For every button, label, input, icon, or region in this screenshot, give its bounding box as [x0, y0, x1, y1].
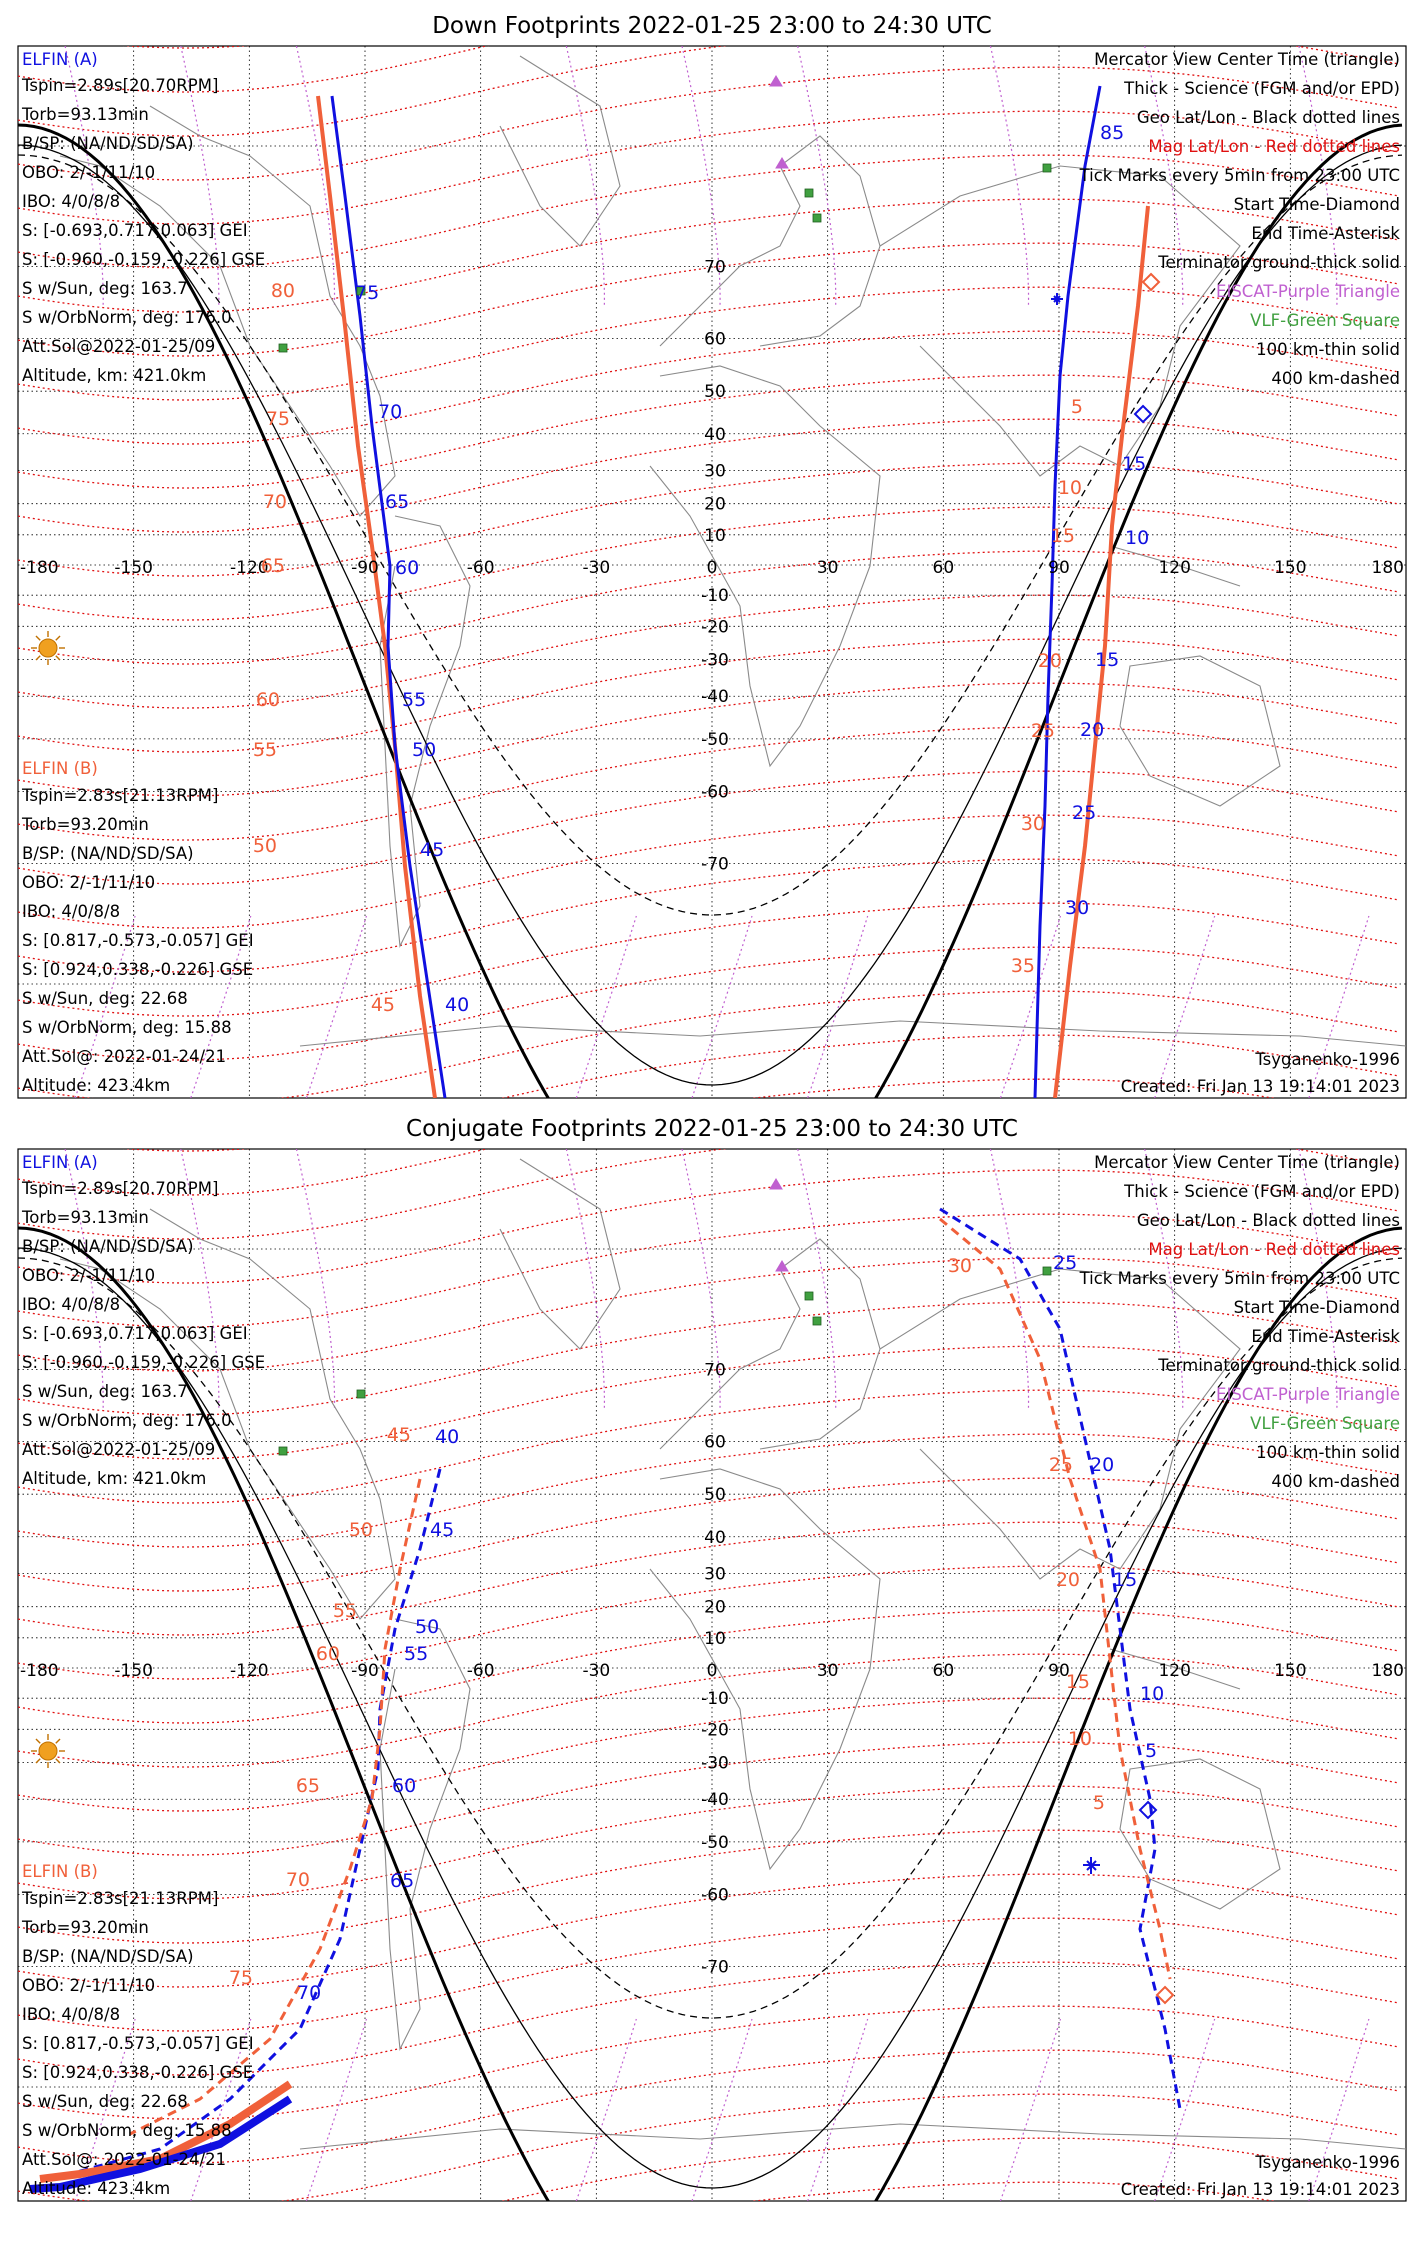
elfin-b-time-label: 80: [270, 280, 295, 302]
lon-tick-label: -120: [230, 558, 269, 578]
coastline: [660, 1239, 880, 1449]
lon-tick-label: -30: [582, 1661, 611, 1681]
elfin-b-time-label: 25: [1030, 720, 1055, 742]
elfin-b-line: Tspin=2.83s[21.13RPM]: [22, 1889, 219, 1908]
elfin-b-line: IBO: 4/0/8/8: [22, 902, 121, 921]
elfin-a-line: Tspin=2.89s[20.70RPM]: [22, 1179, 219, 1198]
elfin-b-time-label: 55: [252, 739, 277, 761]
legend-entry: End Time-Asterisk: [1251, 1327, 1400, 1346]
mag-meridian: [576, 2019, 636, 2201]
elfin-b-line: Tspin=2.83s[21.13RPM]: [22, 786, 219, 805]
coastline: [880, 166, 1240, 476]
lon-tick-label: -180: [20, 1661, 59, 1681]
lon-tick-label: 120: [1158, 558, 1191, 578]
legend-entry: Tick Marks every 5min from 23:00 UTC: [1079, 166, 1400, 185]
elfin-b-time-label: 5: [1092, 1792, 1105, 1814]
elfin-a-time-label: 70: [378, 401, 403, 423]
lat-tick-label: 30: [704, 1564, 726, 1585]
coastlines: [60, 56, 1406, 1046]
elfin-b-time-label: 30: [947, 1255, 972, 1277]
elfin-a-time-label: 65: [390, 1870, 415, 1892]
eiscat-triangle-icon: [776, 158, 788, 168]
elfin-b-line: Altitude: 423.4km: [22, 1076, 171, 1095]
legend-entry: Geo Lat/Lon - Black dotted lines: [1136, 108, 1400, 127]
elfin-b-time-label: 15: [1050, 525, 1075, 547]
legend-entry: 100 km-thin solid: [1256, 340, 1400, 359]
mag-meridian: [990, 1149, 1028, 1409]
lat-tick-label: 10: [704, 525, 726, 546]
lon-tick-label: 60: [932, 558, 955, 578]
elfin-b-line: B/SP: (NA/ND/SD/SA): [22, 1947, 194, 1966]
mag-meridian: [576, 916, 636, 1098]
elfin-b-time-label: 20: [1037, 650, 1062, 672]
elfin-b-time-label: 5: [1070, 396, 1083, 418]
elfin-a-time-label: 5: [1145, 1740, 1158, 1762]
mag-parallel: [18, 2226, 1398, 2250]
mag-meridian: [798, 46, 836, 306]
elfin-b-time-label: 45: [370, 994, 395, 1016]
elfin-a-line: S w/Sun, deg: 163.7: [22, 279, 188, 298]
time-labels: [253, 122, 1149, 1016]
elfin-b-line: S w/Sun, deg: 22.68: [22, 989, 188, 1008]
lat-tick-label: -10: [701, 586, 729, 607]
start-diamond-icon: [1140, 1802, 1156, 1818]
elfin-a-line: IBO: 4/0/8/8: [22, 1295, 121, 1314]
lat-tick-label: 70: [704, 257, 726, 278]
elfin-b-line: S: [0.924,0.338,-0.226] GSE: [22, 2063, 254, 2082]
model-label: Tsyganenko-1996: [1255, 1050, 1400, 1069]
lat-tick-label: 20: [704, 494, 726, 515]
lat-tick-label: 50: [704, 382, 726, 403]
lon-tick-label: -90: [351, 1661, 379, 1681]
legend-entry: Mag Lat/Lon - Red dotted lines: [1148, 137, 1400, 156]
mag-meridian: [808, 916, 868, 1098]
lat-tick-label: -30: [701, 650, 729, 671]
vlf-square-icon: [1043, 164, 1051, 172]
sun-ray: [36, 636, 40, 640]
lon-tick-label: -90: [351, 558, 379, 578]
eiscat-triangle-icon: [770, 1179, 782, 1189]
elfin-a-time-label: 60: [392, 1775, 417, 1797]
footprint-tracks: [318, 86, 1148, 1098]
created-label: Created: Fri Jan 13 19:14:01 2023: [1120, 1077, 1400, 1096]
elfin-b-time-label: 50: [252, 835, 277, 857]
lat-tick-label: 60: [704, 1432, 726, 1453]
mag-parallel: [18, 0, 1398, 4]
panel-title: Down Footprints 2022-01-25 23:00 to 24:30 UTC: [432, 13, 992, 39]
lon-tick-label: -150: [114, 1661, 153, 1681]
elfin-b-time-label: 60: [255, 689, 280, 711]
legend-entry: VLF-Green Square: [1250, 1414, 1400, 1433]
sun-icon: [39, 1742, 57, 1760]
elfin-a-line: S: [-0.693,0.717,0.063] GEI: [22, 1324, 248, 1343]
elfin-b-line: Att.Sol@: 2022-01-24/21: [22, 2150, 227, 2169]
lat-tick-label: 50: [704, 1485, 726, 1506]
lon-tick-label: 150: [1274, 558, 1307, 578]
elfin-a-time-label: 55: [404, 1643, 429, 1665]
time-labels: [229, 1252, 1164, 2004]
created-label: Created: Fri Jan 13 19:14:01 2023: [1120, 2180, 1400, 2199]
lat-tick-label: -10: [701, 1689, 729, 1710]
elfin-b-time-label: 70: [285, 1869, 310, 1891]
elfin-a-time-label: 45: [420, 839, 445, 861]
legend-entry: Thick - Science (FGM and/or EPD): [1124, 79, 1400, 98]
elfin-a-line: S w/Sun, deg: 163.7: [22, 1382, 188, 1401]
sun-ray: [56, 1739, 60, 1743]
legend-entry: EISCAT-Purple Triangle: [1216, 1385, 1400, 1404]
coastline: [660, 136, 880, 346]
elfin-b-time-label: 55: [332, 1600, 357, 1622]
lat-tick-label: 40: [704, 424, 726, 445]
lat-tick-label: -20: [701, 1720, 729, 1741]
elfin-a-line: OBO: 2/-1/11/10: [22, 163, 156, 182]
elfin-b-time-label: 10: [1067, 1728, 1092, 1750]
legend-entry: Mercator View Center Time (triangle): [1094, 1153, 1400, 1172]
lat-tick-label: -20: [701, 617, 729, 638]
lat-tick-label: -40: [701, 687, 729, 708]
elfin-a-line: OBO: 2/-1/11/10: [22, 1266, 156, 1285]
elfin-a-time-label: 75: [355, 282, 380, 304]
vlf-square-icon: [813, 214, 821, 222]
elfin-a-time-label: 30: [1065, 897, 1090, 919]
elfin-b-time-label: 30: [1020, 813, 1045, 835]
elfin-b-time-label: 75: [265, 408, 290, 430]
elfin-a-time-label: 15: [1113, 1569, 1138, 1591]
elfin-a-line: Att.Sol@2022-01-25/09: [22, 1440, 216, 1459]
elfin-b-time-label: 60: [315, 1643, 340, 1665]
lon-tick-label: 30: [816, 558, 839, 578]
elfin-a-time-label: 20: [1090, 1454, 1115, 1476]
vlf-square-icon: [805, 1292, 813, 1300]
elfin-a-time-label: 60: [395, 557, 420, 579]
lat-tick-label: -60: [701, 782, 729, 803]
elfin-b-time-label: 75: [228, 1967, 253, 1989]
legend-entry: 400 km-dashed: [1271, 369, 1400, 388]
coastline: [650, 366, 880, 766]
sun-ray: [56, 1759, 60, 1763]
elfin-b-line: S w/Sun, deg: 22.68: [22, 2092, 188, 2111]
end-asterisk-icon: [1083, 1857, 1100, 1874]
mag-meridian: [1155, 2019, 1215, 2201]
elfin-b-line: Torb=93.20min: [22, 815, 149, 834]
lat-tick-label: 40: [704, 1527, 726, 1548]
elfin-a-time-label: 40: [435, 1426, 460, 1448]
elfin-b-line: Altitude: 423.4km: [22, 2179, 171, 2198]
elfin-a-track: [1035, 86, 1100, 1098]
elfin-a-track: [332, 96, 445, 1098]
eiscat-triangle-icon: [776, 1261, 788, 1271]
lat-tick-label: -30: [701, 1753, 729, 1774]
elfin-a-line: Torb=93.13min: [22, 1208, 149, 1227]
legend-entry: 400 km-dashed: [1271, 1472, 1400, 1491]
lon-tick-label: 0: [706, 1661, 718, 1681]
sun-ray: [36, 1739, 40, 1743]
coastlines: [60, 1159, 1406, 2149]
elfin-a-line: Att.Sol@2022-01-25/09: [22, 337, 216, 356]
elfin-a-line: Altitude, km: 421.0km: [22, 366, 207, 385]
lat-tick-label: -40: [701, 1790, 729, 1811]
mag-meridian: [306, 2019, 366, 2201]
legend-entry: Thick - Science (FGM and/or EPD): [1124, 1182, 1400, 1201]
elfin-b-time-label: 45: [386, 1424, 411, 1446]
lat-tick-label: -60: [701, 1885, 729, 1906]
mag-meridian: [1155, 916, 1215, 1098]
coastline: [1110, 1649, 1280, 1909]
elfin-b-line: S: [0.817,-0.573,-0.057] GEI: [22, 931, 254, 950]
elfin-a-line: Torb=93.13min: [22, 105, 149, 124]
coastline: [300, 2124, 1406, 2149]
coastline: [500, 1159, 620, 1349]
lat-tick-label: -70: [701, 1957, 729, 1978]
legend-entry: Start Time-Diamond: [1233, 1298, 1400, 1317]
panel-title: Conjugate Footprints 2022-01-25 23:00 to 24:30 UTC: [406, 1116, 1018, 1142]
lon-tick-label: 90: [1048, 1661, 1070, 1681]
legend-entry: VLF-Green Square: [1250, 311, 1400, 330]
elfin-b-line: S w/OrbNorm, deg: 15.88: [22, 2121, 232, 2140]
legend-entry: Terminator ground-thick solid: [1158, 1356, 1400, 1375]
coastline: [880, 1269, 1240, 1579]
lon-tick-label: -30: [582, 558, 611, 578]
lon-tick-label: 90: [1048, 558, 1070, 578]
end-asterisk-icon: [1051, 293, 1063, 305]
elfin-b-time-label: 35: [1010, 955, 1035, 977]
mag-parallel: [18, 1962, 1398, 2075]
coastline: [1110, 546, 1280, 806]
lat-tick-label: -50: [701, 729, 729, 750]
lon-tick-label: -120: [230, 1661, 269, 1681]
sun-icon: [31, 631, 65, 665]
coastline: [380, 1619, 470, 2049]
sun-icon: [39, 639, 57, 657]
elfin-b-title: ELFIN (B): [22, 759, 98, 778]
legend: [1079, 1153, 1401, 1491]
elfin-a-time-label: 20: [1080, 719, 1105, 741]
elfin-a-time-label: 25: [1072, 802, 1097, 824]
lon-tick-label: 60: [932, 1661, 955, 1681]
lon-tick-label: -150: [114, 558, 153, 578]
mag-meridian: [1309, 916, 1369, 1098]
lat-tick-label: 30: [704, 461, 726, 482]
mag-parallel: [18, 859, 1398, 972]
vlf-square-icon: [279, 344, 287, 352]
lon-tick-label: 180: [1371, 1661, 1404, 1681]
elfin-b-time-label: 65: [295, 1775, 320, 1797]
mag-meridian: [808, 2019, 868, 2201]
elfin-b-time-label: 25: [1048, 1454, 1073, 1476]
lon-tick-label: 120: [1158, 1661, 1191, 1681]
mag-meridian: [990, 46, 1028, 306]
coastline: [500, 56, 620, 246]
legend-entry: Mag Lat/Lon - Red dotted lines: [1148, 1240, 1400, 1259]
elfin-b-line: Att.Sol@: 2022-01-24/21: [22, 1047, 227, 1066]
elfin-a-time-label: 10: [1125, 527, 1150, 549]
elfin-a-line: S w/OrbNorm, deg: 176.0: [22, 1411, 232, 1430]
sun-ray: [56, 656, 60, 660]
model-label: Tsyganenko-1996: [1255, 2153, 1400, 2172]
elfin-a-line: Tspin=2.89s[20.70RPM]: [22, 76, 219, 95]
mag-meridian: [1000, 2019, 1060, 2201]
lon-tick-label: -180: [20, 558, 59, 578]
legend-entry: Mercator View Center Time (triangle): [1094, 50, 1400, 69]
elfin-a-line: S: [-0.693,0.717,0.063] GEI: [22, 221, 248, 240]
eiscat-triangle-icon: [770, 76, 782, 86]
sun-icon: [31, 1734, 65, 1768]
legend-entry: 100 km-thin solid: [1256, 1443, 1400, 1462]
elfin-a-time-label: 65: [385, 491, 410, 513]
legend-entry: Tick Marks every 5min from 23:00 UTC: [1079, 1269, 1400, 1288]
elfin-a-time-label: 70: [297, 1982, 322, 2004]
elfin-b-line: OBO: 2/-1/11/10: [22, 873, 156, 892]
mag-meridian: [692, 916, 752, 1098]
elfin-b-line: B/SP: (NA/ND/SD/SA): [22, 844, 194, 863]
lon-tick-label: 150: [1274, 1661, 1307, 1681]
lon-tick-label: 180: [1371, 558, 1404, 578]
elfin-b-time-label: 50: [348, 1519, 373, 1541]
elfin-b-line: S w/OrbNorm, deg: 15.88: [22, 1018, 232, 1037]
coastline: [300, 1021, 1406, 1046]
elfin-a-time-label: 15: [1095, 649, 1120, 671]
vlf-square-icon: [279, 1447, 287, 1455]
sun-ray: [36, 656, 40, 660]
elfin-a-time-label: 40: [445, 994, 470, 1016]
lon-tick-label: 30: [816, 1661, 839, 1681]
conjugate-footprints-panel: [18, 994, 1406, 2250]
mag-meridian: [306, 916, 366, 1098]
elfin-a-title: ELFIN (A): [22, 50, 98, 69]
elfin-a-time-label: 15: [1122, 453, 1147, 475]
lon-tick-label: -60: [466, 1661, 495, 1681]
vlf-square-icon: [1043, 1267, 1051, 1275]
elfin-a-line: S: [-0.960,-0.159,-0.226] GSE: [22, 250, 266, 269]
legend-entry: End Time-Asterisk: [1251, 224, 1400, 243]
start-diamond-icon: [1143, 274, 1159, 290]
mag-meridian: [692, 2019, 752, 2201]
elfin-a-time-label: 55: [402, 689, 427, 711]
elfin-a-time-label: 45: [430, 1519, 455, 1541]
start-diamond-icon: [1135, 406, 1151, 422]
legend-entry: Geo Lat/Lon - Black dotted lines: [1136, 1211, 1400, 1230]
legend-entry: EISCAT-Purple Triangle: [1216, 282, 1400, 301]
elfin-a-title: ELFIN (A): [22, 1153, 98, 1172]
elfin-a-time-label: 50: [415, 1616, 440, 1638]
lon-tick-label: 0: [706, 558, 718, 578]
elfin-b-time-label: 65: [260, 555, 285, 577]
elfin-b-line: IBO: 4/0/8/8: [22, 2005, 121, 2024]
elfin-a-line: B/SP: (NA/ND/SD/SA): [22, 134, 194, 153]
mag-meridian: [566, 46, 604, 306]
elfin-b-time-label: 70: [262, 491, 287, 513]
mag-meridian: [296, 1149, 334, 1409]
vlf-square-icon: [805, 189, 813, 197]
lat-tick-label: 20: [704, 1597, 726, 1618]
elfin-b-title: ELFIN (B): [22, 1862, 98, 1881]
elfin-a-time-label: 10: [1140, 1683, 1165, 1705]
elfin-a-line: S w/OrbNorm, deg: 176.0: [22, 308, 232, 327]
vlf-square-icon: [813, 1317, 821, 1325]
mag-meridian: [1309, 2019, 1369, 2201]
mag-meridian: [1000, 916, 1060, 1098]
sun-ray: [36, 1759, 40, 1763]
elfin-b-time-label: 10: [1057, 477, 1082, 499]
lat-tick-label: -50: [701, 1832, 729, 1853]
lat-tick-label: -70: [701, 854, 729, 875]
coastline: [650, 1469, 880, 1869]
elfin-b-line: OBO: 2/-1/11/10: [22, 1976, 156, 1995]
legend: [1079, 50, 1401, 388]
legend-entry: Start Time-Diamond: [1233, 195, 1400, 214]
vlf-square-icon: [357, 1390, 365, 1398]
elfin-a-line: S: [-0.960,-0.159,-0.226] GSE: [22, 1353, 266, 1372]
lat-tick-label: 10: [704, 1628, 726, 1649]
elfin-b-line: S: [0.924,0.338,-0.226] GSE: [22, 960, 254, 979]
elfin-b-line: Torb=93.20min: [22, 1918, 149, 1937]
mag-meridian: [566, 1149, 604, 1409]
elfin-a-line: Altitude, km: 421.0km: [22, 1469, 207, 1488]
elfin-a-time-label: 85: [1100, 122, 1125, 144]
lat-tick-label: 60: [704, 329, 726, 350]
legend-entry: Terminator ground-thick solid: [1158, 253, 1400, 272]
mag-meridian: [798, 1149, 836, 1409]
elfin-a-time-label: 50: [412, 739, 437, 761]
elfin-b-line: S: [0.817,-0.573,-0.057] GEI: [22, 2034, 254, 2053]
sun-ray: [56, 636, 60, 640]
elfin-b-time-label: 20: [1055, 1569, 1080, 1591]
elfin-a-line: B/SP: (NA/ND/SD/SA): [22, 1237, 194, 1256]
elfin-b-time-label: 15: [1065, 1671, 1090, 1693]
lat-tick-label: 70: [704, 1360, 726, 1381]
elfin-a-time-label: 25: [1053, 1252, 1078, 1274]
lon-tick-label: -60: [466, 558, 495, 578]
elfin-a-line: IBO: 4/0/8/8: [22, 192, 121, 211]
